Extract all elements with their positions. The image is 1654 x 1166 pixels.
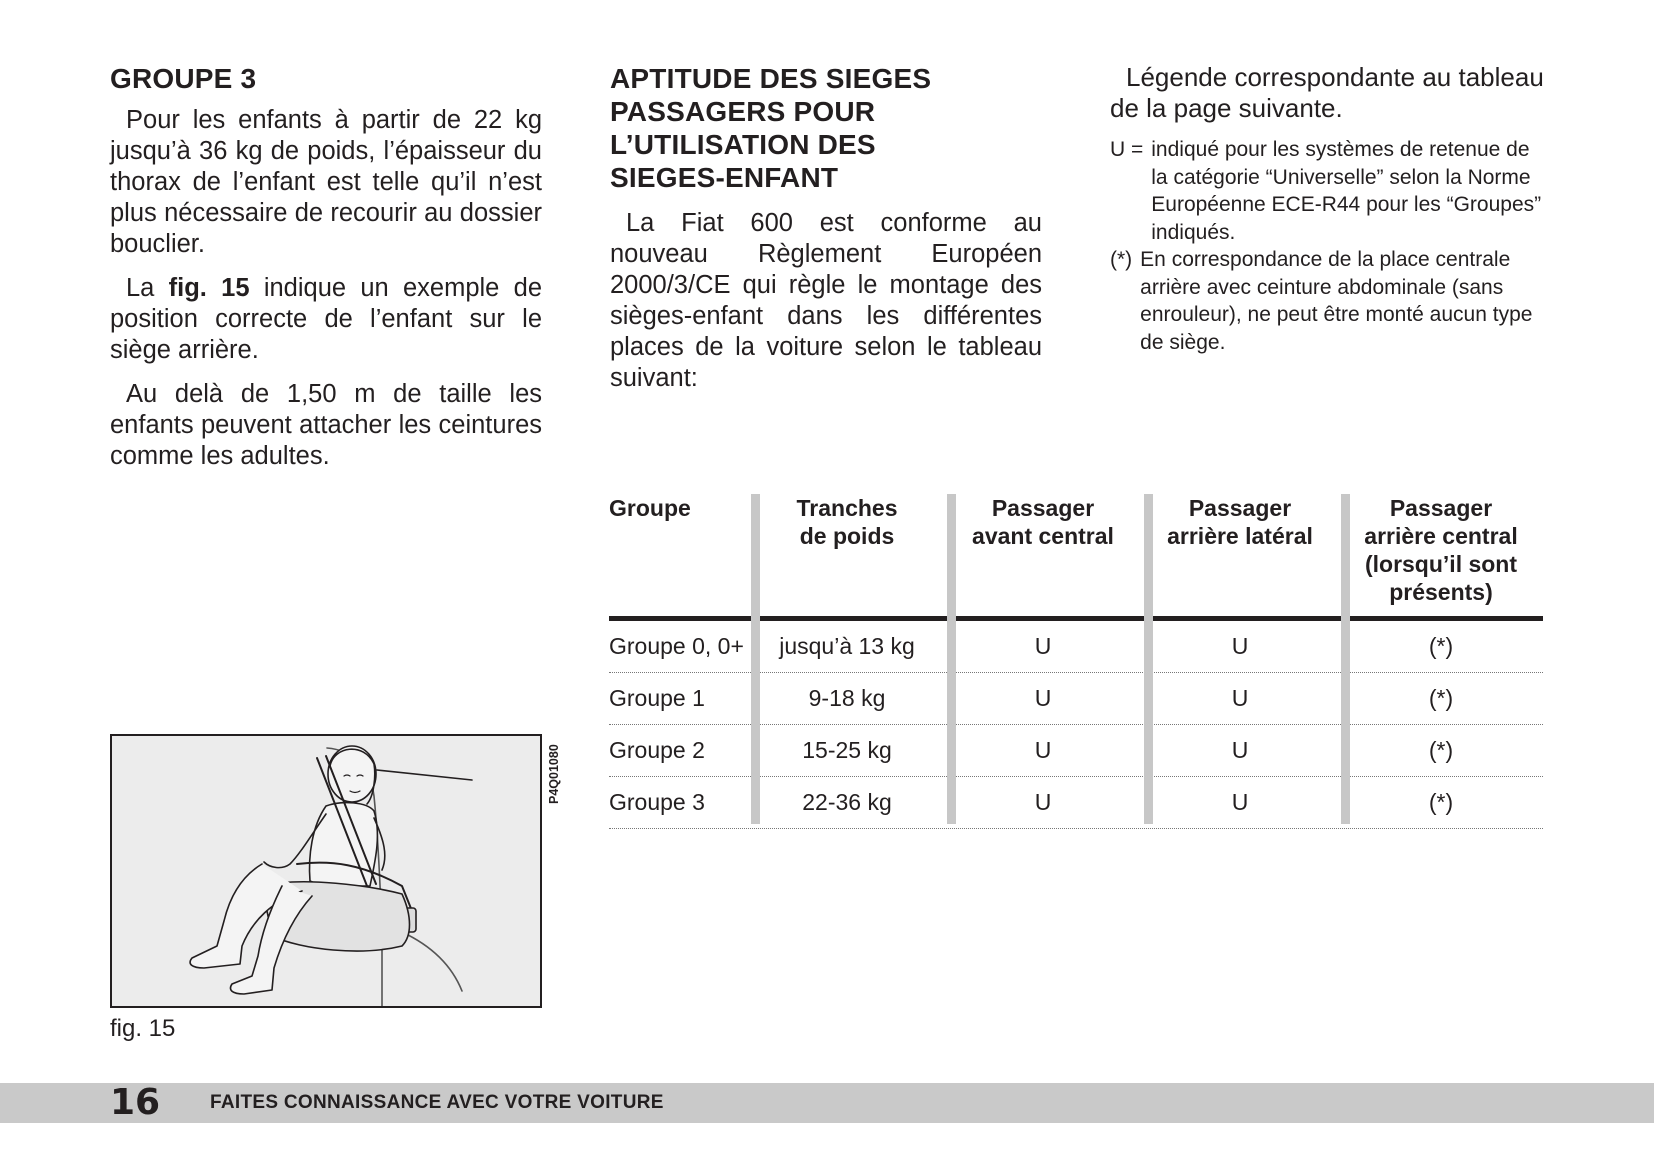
table-cell: 9-18 kg [808, 685, 886, 711]
child-seat-suitability-table [609, 494, 1543, 829]
table-cell: U [1231, 633, 1249, 659]
table-cell: U [1231, 789, 1249, 815]
table-cell: 22-36 kg [802, 789, 892, 815]
table-cell: 15-25 kg [802, 737, 892, 763]
chapter-title: FAITES CONNAISSANCE AVEC VOTRE VOITURE [210, 1092, 664, 1113]
figure-caption: fig. 15 [110, 1015, 176, 1042]
table-cell: U [1034, 737, 1052, 763]
page-footer [0, 1083, 1654, 1123]
right-column [1110, 62, 1546, 356]
legend-text: En correspondance de la place centrale arrière avec ceinture abdominale (sans enrouleur), ne peut être monté aucun type de siège. [1140, 248, 1533, 354]
table-header-cell: Tranches de poids [796, 495, 898, 549]
table-header-cell: Passager avant central [972, 495, 1114, 549]
column-separator [947, 494, 956, 824]
table-cell: (*) [1428, 737, 1454, 763]
legend-item-asterisk [1110, 246, 1546, 356]
table-header-cell: Passager arrière central (lorsqu’il sont présents) [1364, 495, 1518, 605]
table-row [609, 777, 1543, 829]
table-row [609, 621, 1543, 673]
table-cell: jusqu’à 13 kg [779, 633, 915, 659]
table-cell: (*) [1428, 789, 1454, 815]
paragraph-regulation: La Fiat 600 est conforme au nouveau Règlement Européen 2000/3/CE qui règle le montage des sièges-enfant dans les différentes places de la voiture selon le tableau suivant: [610, 209, 1042, 392]
table-cell: U [1231, 737, 1249, 763]
column-separator [1144, 494, 1153, 824]
child-in-booster-seat-drawing [112, 736, 540, 1006]
column-separator [1341, 494, 1350, 824]
table-cell: U [1231, 685, 1249, 711]
table-cell: Groupe 2 [609, 737, 705, 763]
table-cell: Groupe 0, 0+ [609, 633, 744, 659]
table-header-cell: Passager arrière latéral [1167, 495, 1313, 549]
section-heading-groupe-3: GROUPE 3 [110, 63, 257, 94]
legend-item-universal [1110, 136, 1546, 246]
table-cell: Groupe 3 [609, 789, 705, 815]
legend-key: (*) [1110, 248, 1133, 271]
table-row [609, 725, 1543, 777]
fig-reference-link: fig. 15 [168, 274, 250, 302]
table-cell: U [1034, 685, 1052, 711]
table-cell: (*) [1428, 685, 1454, 711]
column-separator [751, 494, 760, 824]
paragraph-fig-reference-text-before: La [126, 274, 169, 302]
table-cell: Groupe 1 [609, 685, 705, 711]
left-column [110, 62, 542, 472]
middle-column [610, 62, 1042, 394]
table-header-row [609, 494, 1543, 616]
paragraph-fig-reference [110, 273, 542, 366]
paragraph-adult-belts: Au delà de 1,50 m de taille les enfants peuvent attacher les ceintures comme les adultes. [110, 380, 542, 470]
paragraph-groupe-3-intro: Pour les enfants à partir de 22 kg jusqu’à 36 kg de poids, l’épaisseur du thorax de l’enfant est telle qu’il n’est plus nécessaire de recourir au dossier bouclier. [110, 106, 542, 258]
legend-intro: Légende correspondante au tableau de la page suivante. [1110, 62, 1544, 123]
section-heading-aptitude: APTITUDE DES SIEGES PASSAGERS POUR L’UTILISATION DES SIEGES-ENFANT [610, 63, 932, 193]
table-row [609, 673, 1543, 725]
child-seat-illustration [110, 734, 542, 1008]
table-cell: U [1034, 789, 1052, 815]
paragraph-fig-reference-text-after: indique un exemple de position correcte de l’enfant sur le siège arrière. [110, 274, 543, 364]
legend-text: indiqué pour les systèmes de retenue de la catégorie “Universelle” selon la Norme Européenne ECE-R44 pour les “Groupes” indiqués. [1151, 138, 1542, 244]
table-cell: U [1034, 633, 1052, 659]
legend-key: U = [1110, 138, 1144, 161]
table-cell: (*) [1428, 633, 1454, 659]
page-number: 16 [110, 1082, 161, 1123]
figure-reference-code: P4Q01080 [547, 744, 561, 804]
table-header-cell: Groupe [609, 495, 691, 521]
